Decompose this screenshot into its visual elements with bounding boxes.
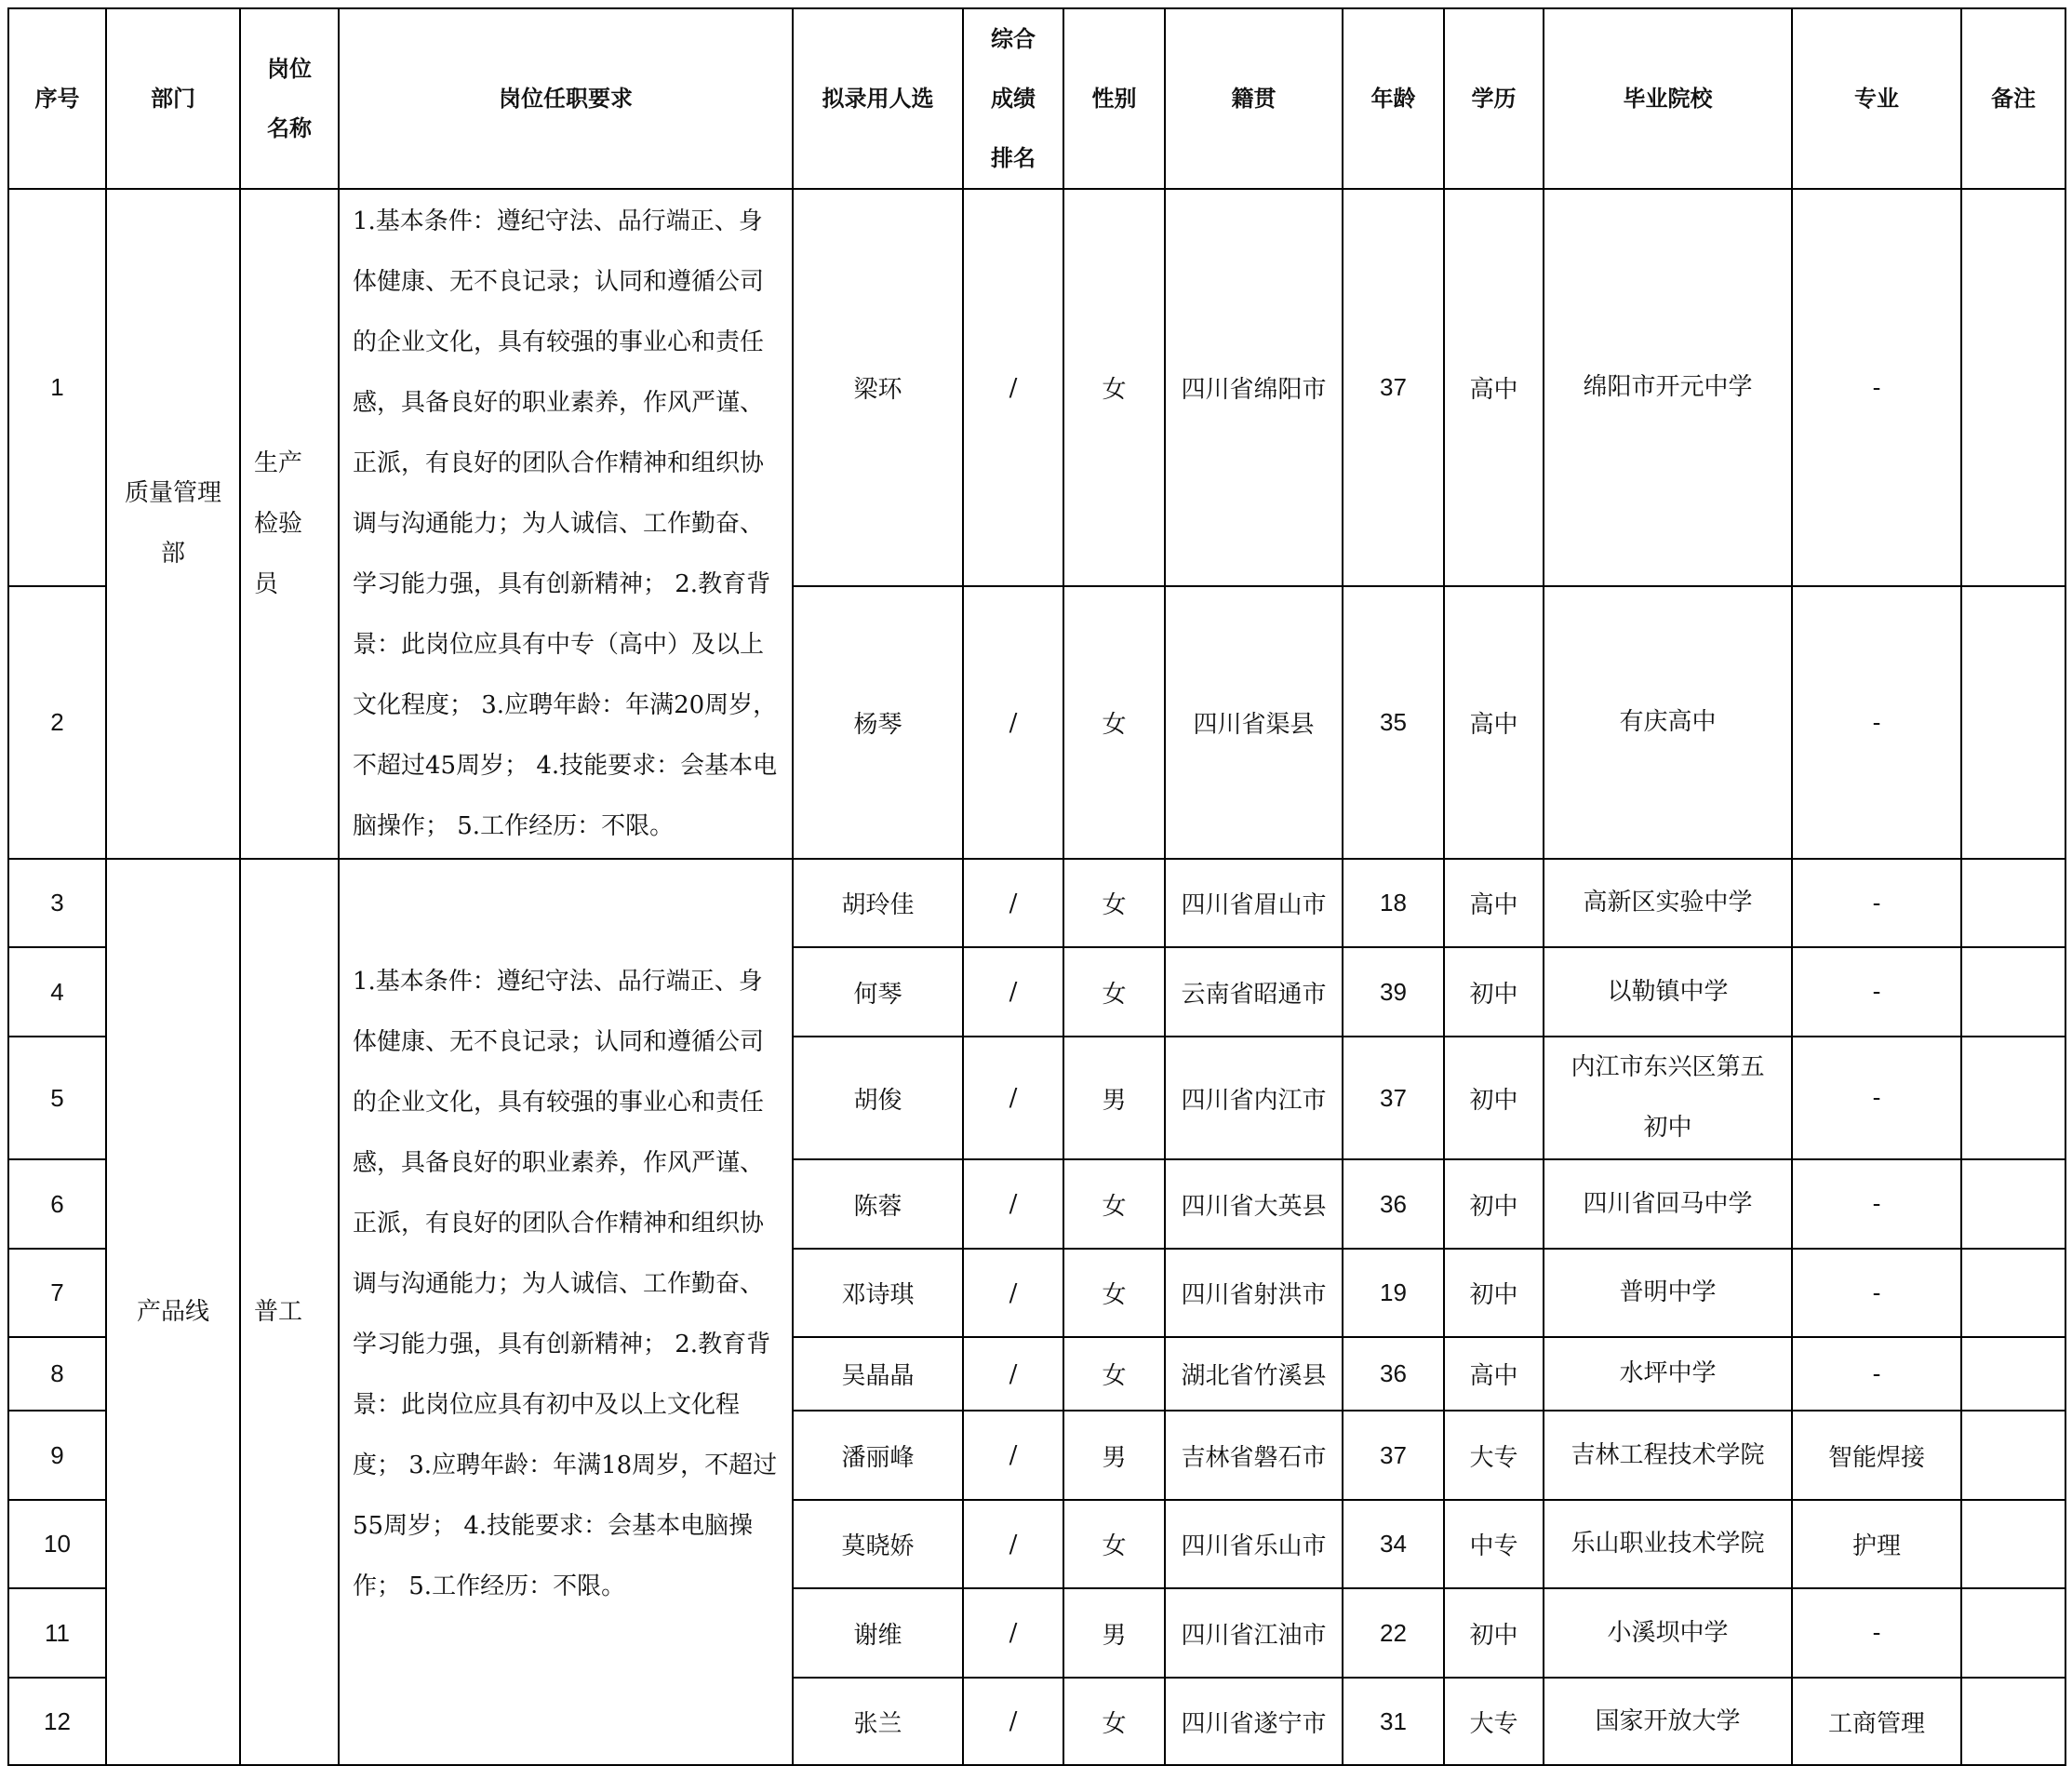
cell-major: - bbox=[1792, 859, 1961, 947]
cell-rank: / bbox=[963, 1411, 1063, 1500]
cell-gender: 女 bbox=[1063, 859, 1165, 947]
cell-candidate: 胡俊 bbox=[793, 1037, 963, 1159]
cell-education: 初中 bbox=[1444, 1588, 1544, 1678]
cell-no: 4 bbox=[8, 947, 106, 1037]
cell-school: 四川省回马中学 bbox=[1544, 1159, 1792, 1249]
header-requirements: 岗位任职要求 bbox=[339, 8, 793, 189]
cell-candidate: 谢维 bbox=[793, 1588, 963, 1678]
cell-school: 吉林工程技术学院 bbox=[1544, 1411, 1792, 1500]
cell-gender: 女 bbox=[1063, 1678, 1165, 1765]
cell-note bbox=[1961, 1588, 2065, 1678]
cell-age: 22 bbox=[1343, 1588, 1444, 1678]
table-row bbox=[8, 859, 2065, 947]
cell-gender: 女 bbox=[1063, 586, 1165, 859]
cell-education: 初中 bbox=[1444, 1037, 1544, 1159]
cell-major: - bbox=[1792, 1037, 1961, 1159]
cell-school: 普明中学 bbox=[1544, 1249, 1792, 1337]
cell-education: 大专 bbox=[1444, 1678, 1544, 1765]
cell-candidate: 陈蓉 bbox=[793, 1159, 963, 1249]
cell-origin: 四川省乐山市 bbox=[1165, 1500, 1343, 1588]
cell-no: 1 bbox=[8, 189, 106, 586]
header-position: 岗位名称 bbox=[240, 8, 339, 189]
cell-position: 生产检验员 bbox=[240, 189, 339, 859]
cell-school: 小溪坝中学 bbox=[1544, 1588, 1792, 1678]
cell-age: 18 bbox=[1343, 859, 1444, 947]
cell-note bbox=[1961, 1337, 2065, 1411]
header-age: 年龄 bbox=[1343, 8, 1444, 189]
cell-origin: 四川省遂宁市 bbox=[1165, 1678, 1343, 1765]
cell-school: 有庆高中 bbox=[1544, 586, 1792, 859]
cell-major: 护理 bbox=[1792, 1500, 1961, 1588]
header-department: 部门 bbox=[106, 8, 240, 189]
cell-age: 36 bbox=[1343, 1159, 1444, 1249]
header-candidate: 拟录用人选 bbox=[793, 8, 963, 189]
cell-school: 绵阳市开元中学 bbox=[1544, 189, 1792, 586]
cell-gender: 女 bbox=[1063, 947, 1165, 1037]
header-education: 学历 bbox=[1444, 8, 1544, 189]
cell-candidate: 潘丽峰 bbox=[793, 1411, 963, 1500]
cell-major: - bbox=[1792, 586, 1961, 859]
cell-education: 中专 bbox=[1444, 1500, 1544, 1588]
cell-major: 工商管理 bbox=[1792, 1678, 1961, 1765]
cell-gender: 男 bbox=[1063, 1411, 1165, 1500]
cell-note bbox=[1961, 1500, 2065, 1588]
cell-major: - bbox=[1792, 189, 1961, 586]
cell-origin: 吉林省磐石市 bbox=[1165, 1411, 1343, 1500]
cell-no: 12 bbox=[8, 1678, 106, 1765]
cell-no: 5 bbox=[8, 1037, 106, 1159]
cell-gender: 女 bbox=[1063, 1500, 1165, 1588]
cell-candidate: 莫晓娇 bbox=[793, 1500, 963, 1588]
cell-rank: / bbox=[963, 1249, 1063, 1337]
cell-no: 10 bbox=[8, 1500, 106, 1588]
cell-school: 水坪中学 bbox=[1544, 1337, 1792, 1411]
cell-no: 11 bbox=[8, 1588, 106, 1678]
cell-age: 19 bbox=[1343, 1249, 1444, 1337]
cell-department: 产品线 bbox=[106, 859, 240, 1765]
cell-gender: 男 bbox=[1063, 1588, 1165, 1678]
cell-no: 6 bbox=[8, 1159, 106, 1249]
cell-gender: 女 bbox=[1063, 1159, 1165, 1249]
cell-education: 初中 bbox=[1444, 1159, 1544, 1249]
cell-major: 智能焊接 bbox=[1792, 1411, 1961, 1500]
cell-candidate: 何琴 bbox=[793, 947, 963, 1037]
cell-age: 37 bbox=[1343, 1411, 1444, 1500]
cell-age: 39 bbox=[1343, 947, 1444, 1037]
header-origin: 籍贯 bbox=[1165, 8, 1343, 189]
cell-note bbox=[1961, 586, 2065, 859]
cell-major: - bbox=[1792, 1588, 1961, 1678]
cell-origin: 四川省绵阳市 bbox=[1165, 189, 1343, 586]
header-rank: 综合成绩排名 bbox=[963, 8, 1063, 189]
cell-note bbox=[1961, 1249, 2065, 1337]
cell-rank: / bbox=[963, 1588, 1063, 1678]
cell-note bbox=[1961, 189, 2065, 586]
cell-note bbox=[1961, 1159, 2065, 1249]
cell-school: 内江市东兴区第五初中 bbox=[1544, 1037, 1792, 1159]
cell-age: 36 bbox=[1343, 1337, 1444, 1411]
cell-no: 2 bbox=[8, 586, 106, 859]
cell-age: 37 bbox=[1343, 1037, 1444, 1159]
cell-candidate: 杨琴 bbox=[793, 586, 963, 859]
cell-origin: 四川省眉山市 bbox=[1165, 859, 1343, 947]
cell-school: 高新区实验中学 bbox=[1544, 859, 1792, 947]
cell-rank: / bbox=[963, 1678, 1063, 1765]
cell-candidate: 张兰 bbox=[793, 1678, 963, 1765]
cell-rank: / bbox=[963, 586, 1063, 859]
cell-candidate: 吴晶晶 bbox=[793, 1337, 963, 1411]
cell-major: - bbox=[1792, 947, 1961, 1037]
cell-rank: / bbox=[963, 1037, 1063, 1159]
header-no: 序号 bbox=[8, 8, 106, 189]
cell-education: 高中 bbox=[1444, 189, 1544, 586]
header-row bbox=[8, 8, 2065, 189]
cell-note bbox=[1961, 947, 2065, 1037]
cell-note bbox=[1961, 859, 2065, 947]
cell-rank: / bbox=[963, 1159, 1063, 1249]
cell-origin: 湖北省竹溪县 bbox=[1165, 1337, 1343, 1411]
cell-school: 国家开放大学 bbox=[1544, 1678, 1792, 1765]
cell-major: - bbox=[1792, 1249, 1961, 1337]
header-gender: 性别 bbox=[1063, 8, 1165, 189]
cell-origin: 四川省渠县 bbox=[1165, 586, 1343, 859]
cell-requirements: 1.基本条件：遵纪守法、品行端正、身体健康、无不良记录；认同和遵循公司的企业文化，具有较强的事业心和责任感，具备良好的职业素养，作风严谨、正派，有良好的团队合作精神和组织协调与沟通能力；为人诚信、工作勤奋、学习能力强，具有创新精神； 2.教育背景：此岗位应具有初中及以上文化程度； 3.应聘年龄：年满18周岁，不超过55周岁； 4.技能要求：会基本电脑操作； 5.工作经历：不限。 bbox=[339, 859, 793, 1765]
header-school: 毕业院校 bbox=[1544, 8, 1792, 189]
cell-education: 初中 bbox=[1444, 947, 1544, 1037]
cell-origin: 四川省射洪市 bbox=[1165, 1249, 1343, 1337]
cell-gender: 女 bbox=[1063, 189, 1165, 586]
cell-education: 大专 bbox=[1444, 1411, 1544, 1500]
cell-education: 初中 bbox=[1444, 1249, 1544, 1337]
cell-major: - bbox=[1792, 1159, 1961, 1249]
cell-origin: 四川省大英县 bbox=[1165, 1159, 1343, 1249]
cell-requirements: 1.基本条件：遵纪守法、品行端正、身体健康、无不良记录；认同和遵循公司的企业文化，具有较强的事业心和责任感，具备良好的职业素养，作风严谨、正派，有良好的团队合作精神和组织协调与沟通能力；为人诚信、工作勤奋、学习能力强，具有创新精神； 2.教育背景：此岗位应具有中专（高中）及以上文化程度； 3.应聘年龄：年满20周岁，不超过45周岁； 4.技能要求：会基本电脑操作； 5.工作经历：不限。 bbox=[339, 189, 793, 859]
cell-rank: / bbox=[963, 1500, 1063, 1588]
cell-position: 普工 bbox=[240, 859, 339, 1765]
cell-no: 8 bbox=[8, 1337, 106, 1411]
cell-no: 3 bbox=[8, 859, 106, 947]
cell-education: 高中 bbox=[1444, 1337, 1544, 1411]
cell-school: 以勒镇中学 bbox=[1544, 947, 1792, 1037]
cell-department: 质量管理部 bbox=[106, 189, 240, 859]
cell-no: 9 bbox=[8, 1411, 106, 1500]
cell-candidate: 胡玲佳 bbox=[793, 859, 963, 947]
cell-school: 乐山职业技术学院 bbox=[1544, 1500, 1792, 1588]
cell-age: 31 bbox=[1343, 1678, 1444, 1765]
cell-education: 高中 bbox=[1444, 859, 1544, 947]
cell-age: 35 bbox=[1343, 586, 1444, 859]
cell-education: 高中 bbox=[1444, 586, 1544, 859]
header-major: 专业 bbox=[1792, 8, 1961, 189]
cell-age: 34 bbox=[1343, 1500, 1444, 1588]
cell-origin: 四川省内江市 bbox=[1165, 1037, 1343, 1159]
header-note: 备注 bbox=[1961, 8, 2065, 189]
cell-note bbox=[1961, 1678, 2065, 1765]
cell-major: - bbox=[1792, 1337, 1961, 1411]
cell-no: 7 bbox=[8, 1249, 106, 1337]
cell-candidate: 梁环 bbox=[793, 189, 963, 586]
cell-note bbox=[1961, 1411, 2065, 1500]
cell-gender: 女 bbox=[1063, 1249, 1165, 1337]
cell-origin: 四川省江油市 bbox=[1165, 1588, 1343, 1678]
cell-age: 37 bbox=[1343, 189, 1444, 586]
cell-gender: 男 bbox=[1063, 1037, 1165, 1159]
cell-gender: 女 bbox=[1063, 1337, 1165, 1411]
cell-rank: / bbox=[963, 859, 1063, 947]
cell-rank: / bbox=[963, 947, 1063, 1037]
cell-origin: 云南省昭通市 bbox=[1165, 947, 1343, 1037]
table-row bbox=[8, 189, 2065, 586]
cell-rank: / bbox=[963, 189, 1063, 586]
cell-candidate: 邓诗琪 bbox=[793, 1249, 963, 1337]
candidate-table bbox=[7, 7, 2066, 1766]
cell-rank: / bbox=[963, 1337, 1063, 1411]
cell-note bbox=[1961, 1037, 2065, 1159]
